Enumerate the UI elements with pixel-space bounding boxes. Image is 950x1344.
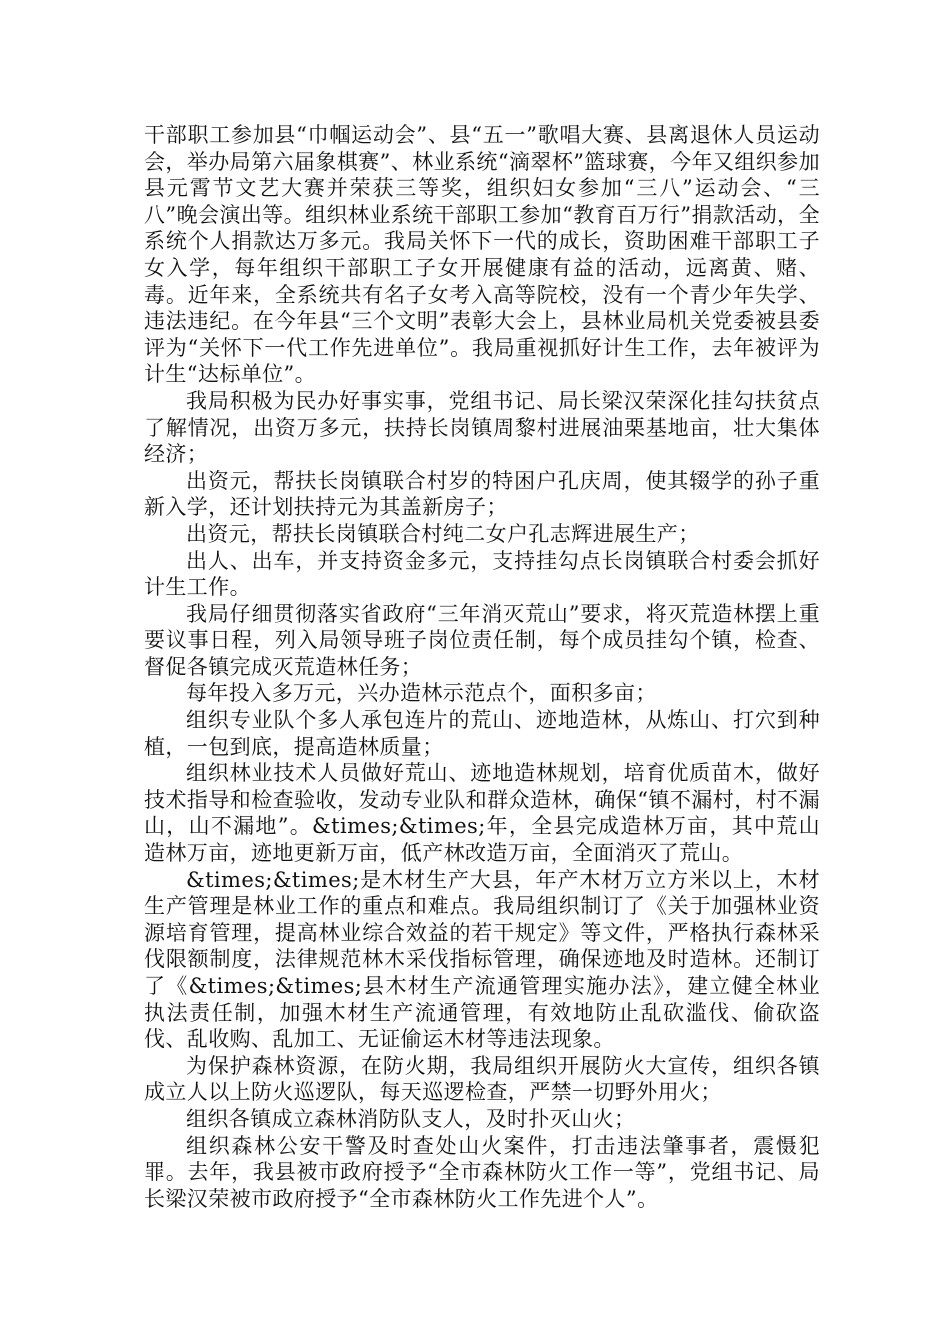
paragraph: 出资元，帮扶长岗镇联合村岁的特困户孔庆周，使其辍学的孙子重新入学，还计划扶持元为其盖新房子；: [144, 468, 820, 520]
paragraph: 干部职工参加县“巾帼运动会”、县“五一”歌唱大赛、县离退休人员运动会，举办局第六届象棋赛”、林业系统“滴翠杯”篮球赛，今年又组织参加县元霄节文艺大赛并荣获三等奖，组织妇女参加“三八”运动会、“三八”晚会演出等。组织林业系统干部职工参加“教育百万行”捐款活动，全系统个人捐款达万多元。我局关怀下一代的成长，资助困难干部职工子女入学，每年组织干部职工子女开展健康有益的活动，远离黄、赌、毒。近年来，全系统共有名子女考入高等院校，没有一个青少年失学、违法违纪。在今年县“三个文明”表彰大会上，县林业局机关党委被县委评为“关怀下一代工作先进单位”。我局重视抓好计生工作，去年被评为计生“达标单位”。: [144, 123, 820, 387]
paragraph: 为保护森林资源，在防火期，我局组织开展防火大宣传，组织各镇成立人以上防火巡逻队，每天巡逻检查，严禁一切野外用火；: [144, 1053, 820, 1105]
document-body: [144, 122, 820, 1212]
paragraph: 我局积极为民办好事实事，党组书记、局长梁汉荣深化挂勾扶贫点了解情况，出资万多元，扶持长岗镇周黎村进展油栗基地亩，壮大集体经济；: [144, 388, 820, 467]
paragraph: 我局仔细贯彻落实省政府“三年消灭荒山”要求，将灭荒造林摆上重要议事日程，列入局领导班子岗位责任制，每个成员挂勾个镇，检查、督促各镇完成灭荒造林任务；: [144, 601, 820, 679]
paragraph: &times;&times;是木材生产大县，年产木材万立方米以上，木材生产管理是林业工作的重点和难点。我局组织制订了《关于加强林业资源培育管理，提高林业综合效益的若干规定》等文件，严格执行森林采伐限额制度，法律规范林木采伐指标管理，确保迹地及时造林。还制订了《&times;&times;县木材生产流通管理实施办法》，建立健全林业执法责任制，加强木材生产流通管理，有效地防止乱砍滥伐、偷砍盗伐、乱收购、乱加工、无证偷运木材等违法现象。: [144, 867, 820, 1052]
paragraph: 组织森林公安干警及时查处山火案件，打击违法肇事者，震慑犯罪。去年，我县被市政府授予“全市森林防火工作一等”，党组书记、局长梁汉荣被市政府授予“全市森林防火工作先进个人”。: [144, 1133, 820, 1211]
paragraph: 出资元，帮扶长岗镇联合村纯二女户孔志辉进展生产；: [186, 521, 700, 546]
paragraph: 出人、出车，并支持资金多元，支持挂勾点长岗镇联合村委会抓好计生工作。: [144, 548, 820, 600]
paragraph: 组织各镇成立森林消防队支人，及时扑灭山火；: [186, 1106, 636, 1131]
paragraph: 组织专业队个多人承包连片的荒山、迹地造林，从炼山、打穴到种植，一包到底，提高造林质量；: [144, 708, 820, 759]
paragraph: 每年投入多万元，兴办造林示范点个，面积多亩；: [186, 681, 657, 706]
paragraph: 组织林业技术人员做好荒山、迹地造林规划，培育优质苗木，做好技术指导和检查验收，发动专业队和群众造林，确保“镇不漏村，村不漏山，山不漏地”。&times;&times;年，全县完成造林万亩，其中荒山造林万亩，迹地更新万亩，低产林改造万亩，全面消灭了荒山。: [144, 761, 820, 866]
